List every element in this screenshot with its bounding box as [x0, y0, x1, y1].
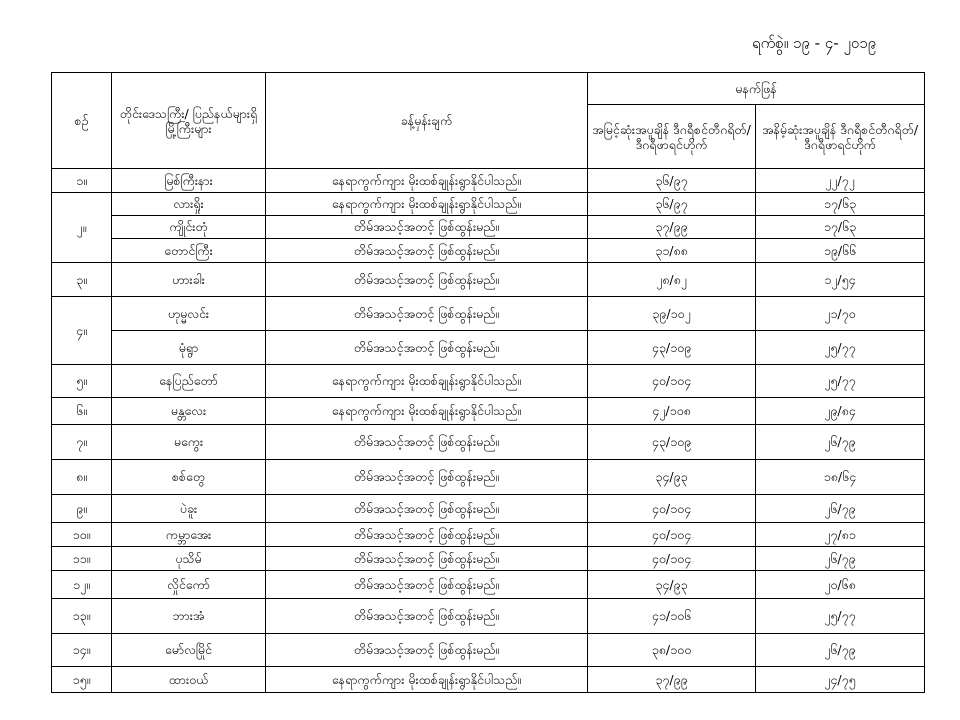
- max-temp-cell: ၂၈/၈၂: [588, 263, 756, 297]
- table-row: [52, 460, 925, 495]
- city-cell: နေပြည်တော်: [112, 365, 266, 398]
- forecast-cell: နေရာကွက်ကျား မိုးထစ်ချုန်းရွာနိုင်ပါသည်။: [266, 398, 588, 425]
- max-temp-cell: ၃၉/၁၀၂: [588, 297, 756, 331]
- table-row: [52, 297, 925, 331]
- serial-no-cell: ၄။: [52, 297, 112, 365]
- table-row: [52, 599, 925, 634]
- forecast-cell: တိမ်အသင့်အတင့် ဖြစ်ထွန်းမည်။: [266, 495, 588, 523]
- city-cell: လှိုင်ကော်: [112, 571, 266, 599]
- table-row: [52, 547, 925, 571]
- max-temp-cell: ၄၂/၁၀၈: [588, 398, 756, 425]
- forecast-cell: နေရာကွက်ကျား မိုးထစ်ချုန်းရွာနိုင်ပါသည်။: [266, 365, 588, 398]
- min-temp-cell: ၂၉/၈၄: [756, 398, 925, 425]
- header-city: တိုင်းဒေသကြီး/ ပြည်နယ်များရှိ မြို့ကြီးများ: [112, 73, 266, 169]
- table-row: [52, 169, 925, 193]
- min-temp-cell: ၁၂/၅၄: [756, 263, 925, 297]
- serial-no-cell: ၃။: [52, 263, 112, 297]
- city-cell: ကမ္ဘာအေး: [112, 523, 266, 547]
- max-temp-cell: ၃၇/၉၉: [588, 667, 756, 693]
- forecast-cell: တိမ်အသင့်အတင့် ဖြစ်ထွန်းမည်။: [266, 239, 588, 263]
- forecast-cell: တိမ်အသင့်အတင့် ဖြစ်ထွန်းမည်။: [266, 216, 588, 239]
- min-temp-cell: ၂၁/၇၀: [756, 297, 925, 331]
- forecast-cell: တိမ်အသင့်အတင့် ဖြစ်ထွန်းမည်။: [266, 547, 588, 571]
- serial-no-cell: ၉။: [52, 495, 112, 523]
- forecast-cell: နေရာကွက်ကျား မိုးထစ်ချုန်းရွာနိုင်ပါသည်။: [266, 169, 588, 193]
- min-temp-cell: ၂၅/၇၇: [756, 331, 925, 365]
- serial-no-cell: ၁၄။: [52, 634, 112, 667]
- max-temp-cell: ၃၄/၉၃: [588, 571, 756, 599]
- min-temp-cell: ၂၅/၇၇: [756, 599, 925, 634]
- min-temp-cell: ၁၇/၆၃: [756, 216, 925, 239]
- max-temp-cell: ၃၁/၈၈: [588, 239, 756, 263]
- forecast-cell: တိမ်အသင့်အတင့် ဖြစ်ထွန်းမည်။: [266, 571, 588, 599]
- max-temp-cell: ၄၀/၁၀၄: [588, 365, 756, 398]
- city-cell: လားရှိုး: [112, 193, 266, 216]
- min-temp-cell: ၂၄/၇၅: [756, 667, 925, 693]
- forecast-cell: တိမ်အသင့်အတင့် ဖြစ်ထွန်းမည်။: [266, 523, 588, 547]
- table-row: [52, 239, 925, 263]
- serial-no-cell: ၂။: [52, 193, 112, 263]
- report-date: ရက်စွဲ။ ၁၉ - ၄- ၂၀၁၉: [752, 34, 877, 52]
- weather-forecast-table: [51, 72, 925, 693]
- table-row: [52, 634, 925, 667]
- city-cell: ပဲခူး: [112, 495, 266, 523]
- max-temp-cell: ၄၁/၁၀၆: [588, 599, 756, 634]
- city-cell: ထားဝယ်: [112, 667, 266, 693]
- serial-no-cell: ၁၁။: [52, 547, 112, 571]
- serial-no-cell: ၁၀။: [52, 523, 112, 547]
- city-cell: စစ်တွေ: [112, 460, 266, 495]
- city-cell: ဟားခါး: [112, 263, 266, 297]
- forecast-cell: တိမ်အသင့်အတင့် ဖြစ်ထွန်းမည်။: [266, 460, 588, 495]
- city-cell: တောင်ကြီး: [112, 239, 266, 263]
- serial-no-cell: ၁၅။: [52, 667, 112, 693]
- city-cell: မကွေး: [112, 425, 266, 460]
- max-temp-cell: ၃၈/၁၀၀: [588, 634, 756, 667]
- header-min-temperature: အနိမ့်ဆုံးအပူချိန် ဒီဂရီစင်တီဂရိတ်/ ဒီဂရီဖာရင်ဟိုက်: [756, 105, 925, 169]
- min-temp-cell: ၂၆/၇၉: [756, 495, 925, 523]
- max-temp-cell: ၃၆/၉၇: [588, 193, 756, 216]
- table-row: [52, 425, 925, 460]
- city-cell: မော်လမြိုင်: [112, 634, 266, 667]
- table-row: [52, 331, 925, 365]
- forecast-cell: တိမ်အသင့်အတင့် ဖြစ်ထွန်းမည်။: [266, 297, 588, 331]
- header-serial-no: စဉ်: [52, 73, 112, 169]
- min-temp-cell: ၁၇/၆၃: [756, 193, 925, 216]
- serial-no-cell: ၈။: [52, 460, 112, 495]
- header-tomorrow: မနက်ဖြန်: [588, 73, 925, 105]
- min-temp-cell: ၁၈/၆၄: [756, 460, 925, 495]
- max-temp-cell: ၄၀/၁၀၄: [588, 495, 756, 523]
- city-cell: ကျိုင်းတုံ: [112, 216, 266, 239]
- city-cell: ပုသိမ်: [112, 547, 266, 571]
- city-cell: ဘားအံ: [112, 599, 266, 634]
- table-row: [52, 365, 925, 398]
- max-temp-cell: ၄၀/၁၀၄: [588, 523, 756, 547]
- serial-no-cell: ၅။: [52, 365, 112, 398]
- table-row: [52, 263, 925, 297]
- forecast-cell: တိမ်အသင့်အတင့် ဖြစ်ထွန်းမည်။: [266, 425, 588, 460]
- header-max-temperature: အမြင့်ဆုံးအပူချိန် ဒီဂရီစင်တီဂရိတ်/ ဒီဂရီဖာရင်ဟိုက်: [588, 105, 756, 169]
- max-temp-cell: ၃၄/၉၃: [588, 460, 756, 495]
- table-row: [52, 667, 925, 693]
- forecast-cell: နေရာကွက်ကျား မိုးထစ်ချုန်းရွာနိုင်ပါသည်။: [266, 667, 588, 693]
- city-cell: မန္တလေး: [112, 398, 266, 425]
- min-temp-cell: ၂၀/၆၈: [756, 571, 925, 599]
- table-row: [52, 193, 925, 216]
- forecast-cell: တိမ်အသင့်အတင့် ဖြစ်ထွန်းမည်။: [266, 634, 588, 667]
- table-row: [52, 523, 925, 547]
- forecast-cell: နေရာကွက်ကျား မိုးထစ်ချုန်းရွာနိုင်ပါသည်။: [266, 193, 588, 216]
- max-temp-cell: ၄၃/၁၀၉: [588, 331, 756, 365]
- min-temp-cell: ၁၉/၆၆: [756, 239, 925, 263]
- min-temp-cell: ၂၆/၇၉: [756, 547, 925, 571]
- table-row: [52, 571, 925, 599]
- table-row: [52, 495, 925, 523]
- serial-no-cell: ၆။: [52, 398, 112, 425]
- serial-no-cell: ၇။: [52, 425, 112, 460]
- header-forecast: ခန့်မှန်းချက်: [266, 73, 588, 169]
- table-row: [52, 216, 925, 239]
- min-temp-cell: ၂၅/၇၇: [756, 365, 925, 398]
- serial-no-cell: ၁၃။: [52, 599, 112, 634]
- max-temp-cell: ၄၃/၁၀၉: [588, 425, 756, 460]
- min-temp-cell: ၂၆/၇၉: [756, 425, 925, 460]
- min-temp-cell: ၂၂/၇၂: [756, 169, 925, 193]
- forecast-cell: တိမ်အသင့်အတင့် ဖြစ်ထွန်းမည်။: [266, 331, 588, 365]
- min-temp-cell: ၂၆/၇၉: [756, 634, 925, 667]
- max-temp-cell: ၃၇/၉၉: [588, 216, 756, 239]
- forecast-cell: တိမ်အသင့်အတင့် ဖြစ်ထွန်းမည်။: [266, 599, 588, 634]
- table-row: [52, 398, 925, 425]
- city-cell: မုံရွာ: [112, 331, 266, 365]
- max-temp-cell: ၃၆/၉၇: [588, 169, 756, 193]
- max-temp-cell: ၄၀/၁၀၄: [588, 547, 756, 571]
- city-cell: ဟုမ္မလင်း: [112, 297, 266, 331]
- serial-no-cell: ၁။: [52, 169, 112, 193]
- forecast-cell: တိမ်အသင့်အတင့် ဖြစ်ထွန်းမည်။: [266, 263, 588, 297]
- serial-no-cell: ၁၂။: [52, 571, 112, 599]
- min-temp-cell: ၂၇/၈၁: [756, 523, 925, 547]
- city-cell: မြစ်ကြီးနား: [112, 169, 266, 193]
